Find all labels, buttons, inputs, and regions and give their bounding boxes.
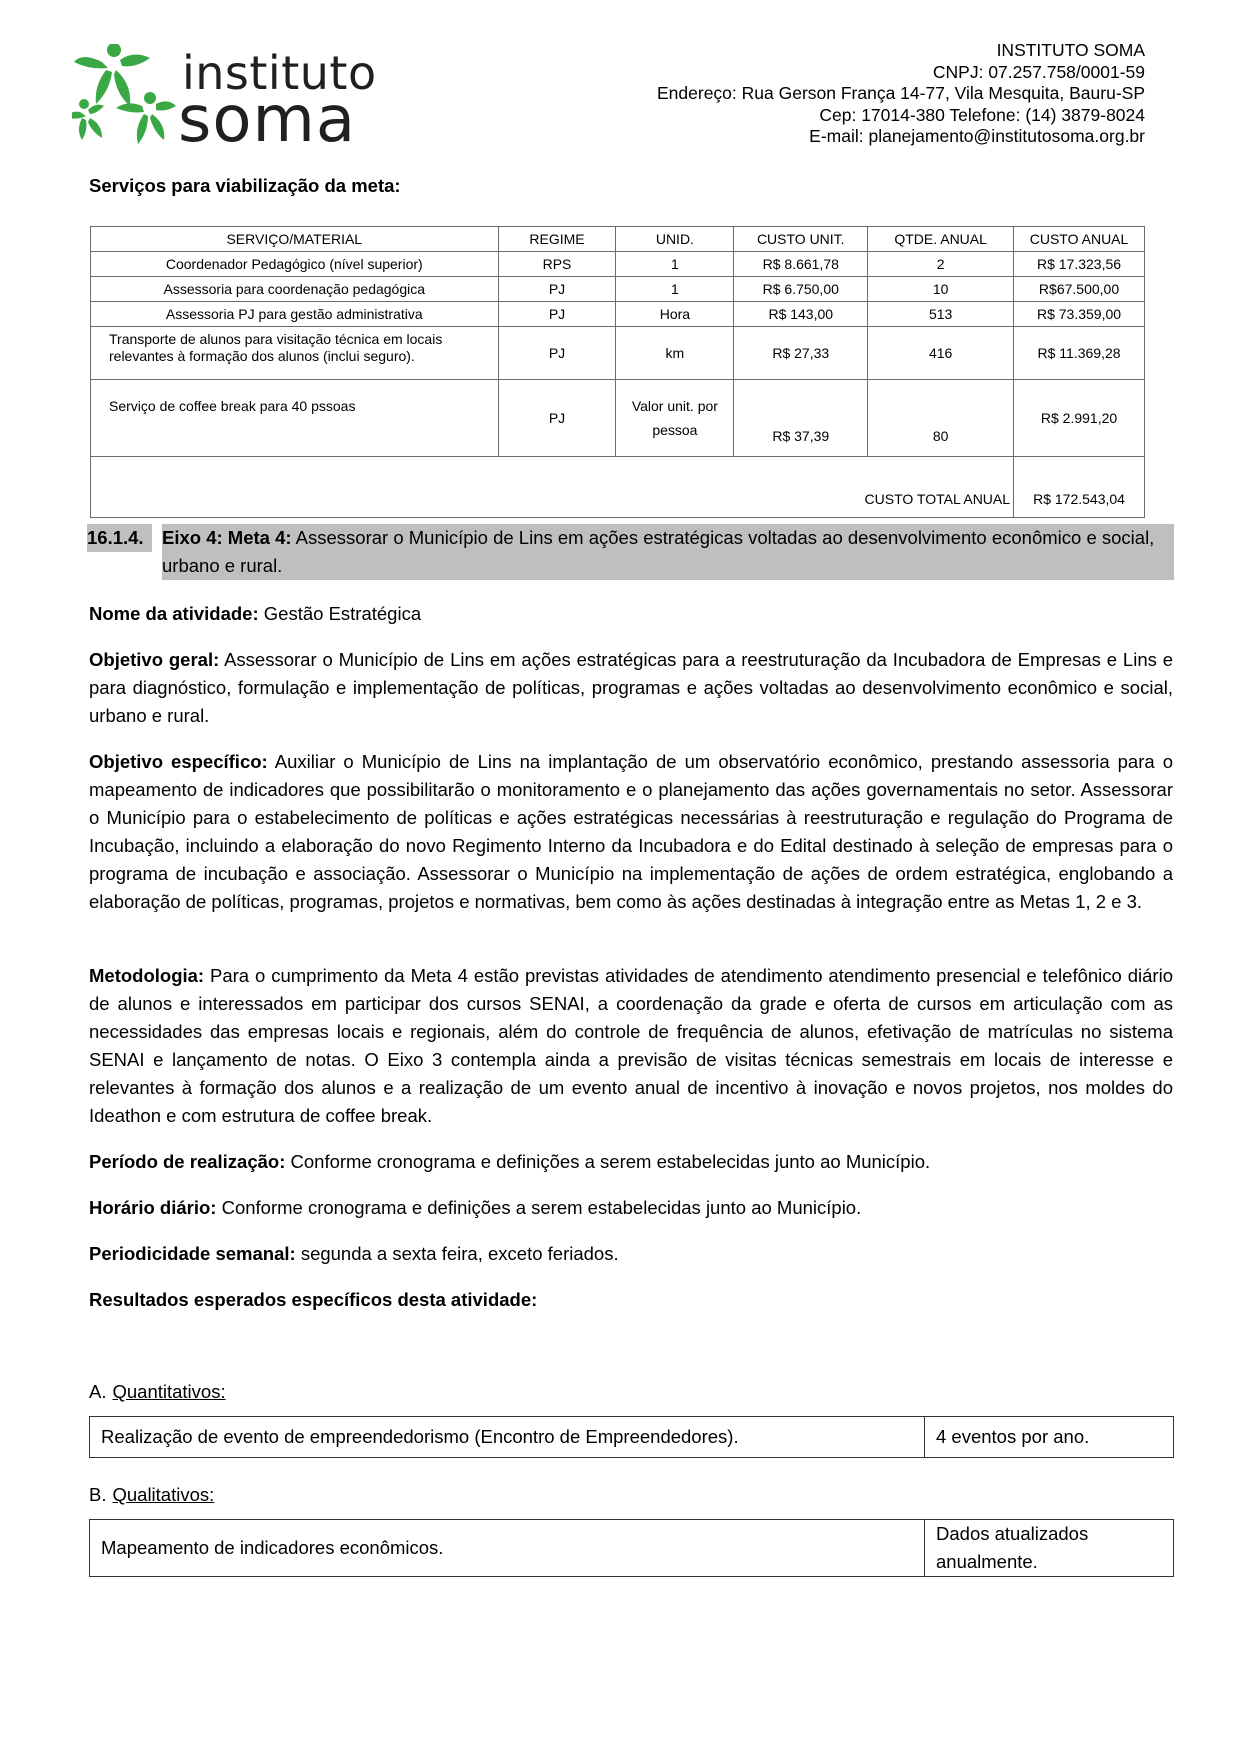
field-periodo: [89, 1148, 1173, 1176]
list-title: Quantitativos:: [112, 1381, 226, 1402]
total-value: R$ 172.543,04: [1014, 457, 1145, 518]
table-row: [91, 380, 1145, 457]
org-name: INSTITUTO SOMA: [996, 40, 1145, 60]
cell-regime: PJ: [498, 380, 616, 457]
cell-servico-line: relevantes à formação dos alunos (inclui seguro).: [109, 348, 415, 364]
section-number: 16.1.4.: [87, 524, 152, 552]
org-cep-phone: Cep: 17014-380 Telefone: (14) 3879-8024: [819, 104, 1145, 125]
cell-custo-unit: R$ 6.750,00: [734, 277, 868, 302]
cell-custo-anual: R$ 11.369,28: [1014, 327, 1145, 380]
cell-regime: PJ: [498, 302, 616, 327]
logo-text-soma: soma: [178, 83, 357, 157]
cell-unid: km: [616, 327, 734, 380]
table-row: [90, 1417, 1174, 1458]
cell-regime: PJ: [498, 277, 616, 302]
cell-servico: Assessoria PJ para gestão administrativa: [91, 302, 499, 327]
field-label: Resultados esperados específicos desta atividade:: [89, 1289, 538, 1310]
cell-servico: Assessoria para coordenação pedagógica: [91, 277, 499, 302]
services-cost-table: [90, 226, 1145, 518]
total-label: CUSTO TOTAL ANUAL: [91, 457, 1014, 518]
cell-custo-anual: R$ 17.323,56: [1014, 252, 1145, 277]
list-letter: B.: [89, 1484, 107, 1505]
cell-servico-line: Transporte de alunos para visitação técnica em locais: [109, 331, 443, 347]
field-value: Conforme cronograma e definições a serem estabelecidas junto ao Município.: [221, 1197, 862, 1218]
table-row: [90, 1520, 1174, 1577]
section-heading: [87, 524, 1174, 580]
field-label: Metodologia:: [89, 965, 205, 986]
result-value: 4 eventos por ano.: [925, 1417, 1174, 1458]
field-value: Assessorar o Município de Lins em ações estratégicas para a reestruturação da Incubadora de Empresas e Lins e para diagnóstico, formulação e implementação de políticas, programas e ações voltadas ao desenvolvimento econômico e social, urbano e rural.: [89, 649, 1174, 726]
section-heading-text: Assessorar o Município de Lins em ações estratégicas voltadas ao desenvolvimento econômico e social, urbano e rural.: [162, 527, 1155, 576]
quantitativos-table: [89, 1416, 1174, 1458]
field-label: Período de realização:: [89, 1151, 286, 1172]
logo-text-instituto: instituto: [182, 46, 377, 100]
section-heading-body: [162, 524, 1174, 580]
cell-custo-anual: R$ 73.359,00: [1014, 302, 1145, 327]
field-label: Objetivo geral:: [89, 649, 220, 670]
field-label: Nome da atividade:: [89, 603, 259, 624]
cell-regime: PJ: [498, 327, 616, 380]
table-total-row: [91, 457, 1145, 518]
cell-unid: 1: [616, 277, 734, 302]
table-header-row: [91, 227, 1145, 252]
col-header: UNID.: [616, 227, 734, 252]
organization-info: [657, 40, 1145, 148]
field-periodicidade: [89, 1240, 1173, 1268]
org-email: E-mail: planejamento@institutosoma.org.br: [809, 126, 1145, 146]
result-item: Mapeamento de indicadores econômicos.: [90, 1520, 925, 1577]
field-metodologia: [89, 962, 1173, 1130]
cell-servico: [91, 327, 499, 380]
cell-qtde: 513: [868, 302, 1014, 327]
field-label: Objetivo específico:: [89, 751, 268, 772]
cell-servico: Coordenador Pedagógico (nível superior): [91, 252, 499, 277]
field-horario: [89, 1194, 1173, 1222]
qualitativos-table: [89, 1519, 1174, 1577]
cell-qtde: 10: [868, 277, 1014, 302]
col-header: CUSTO UNIT.: [734, 227, 868, 252]
cell-qtde: 416: [868, 327, 1014, 380]
cell-custo-anual: R$67.500,00: [1014, 277, 1145, 302]
quantitativos-label: [89, 1381, 226, 1403]
result-value-line: anualmente.: [936, 1551, 1038, 1572]
leaf-people-icon: [72, 44, 177, 144]
col-header: REGIME: [498, 227, 616, 252]
table-row: [91, 327, 1145, 380]
services-section-title: Serviços para viabilização da meta:: [89, 175, 401, 196]
table-row: [91, 302, 1145, 327]
result-value-line: Dados atualizados: [936, 1523, 1089, 1544]
cell-custo-unit: R$ 8.661,78: [734, 252, 868, 277]
eixo-meta-label: Eixo 4: Meta 4:: [162, 527, 292, 548]
field-value: Gestão Estratégica: [263, 603, 422, 624]
table-row: [91, 277, 1145, 302]
org-cnpj: CNPJ: 07.257.758/0001-59: [932, 61, 1145, 82]
cell-unid-line: pessoa: [652, 422, 698, 438]
field-value: Auxiliar o Município de Lins na implantação de um observatório econômico, prestando assessoria para o mapeamento de indicadores que possibilitarão o monitoramento e o planejamento das ações governamentais no setor. Assessorar o Município para o estabelecimento de políticas e ações estratégicas necessárias à reestruturação e regulação do Programa de Incubação, incluindo a elaboração do novo Regimento Interno da Incubadora e do Edital destinado à seleção de empresas para o programa de incubação e associação. Assessorar o Município na implementação de ações de ordem estratégica, englobando a elaboração de políticas, programas, projetos e normativas, bem como às ações destinadas à integração entre as Metas 1, 2 e 3.: [89, 751, 1174, 912]
cell-unid-line: Valor unit. por: [631, 398, 718, 414]
field-value: Conforme cronograma e definições a serem estabelecidas junto ao Município.: [290, 1151, 931, 1172]
qualitativos-label: [89, 1484, 214, 1506]
field-label: Horário diário:: [89, 1197, 217, 1218]
cell-custo-unit: R$ 37,39: [734, 380, 868, 457]
cell-unid: 1: [616, 252, 734, 277]
field-label: Periodicidade semanal:: [89, 1243, 296, 1264]
result-item: Realização de evento de empreendedorismo (Encontro de Empreendedores).: [90, 1417, 925, 1458]
col-header: SERVIÇO/MATERIAL: [91, 227, 499, 252]
col-header: QTDE. ANUAL: [868, 227, 1014, 252]
institute-logo: [72, 44, 377, 157]
list-title: Qualitativos:: [112, 1484, 215, 1505]
col-header: CUSTO ANUAL: [1014, 227, 1145, 252]
field-nome-atividade: [89, 600, 1173, 628]
table-row: [91, 252, 1145, 277]
cell-servico: Serviço de coffee break para 40 pssoas: [91, 380, 499, 457]
field-value: segunda a sexta feira, exceto feriados.: [300, 1243, 619, 1264]
field-value: Para o cumprimento da Meta 4 estão previstas atividades de atendimento atendimento presencial e telefônico diário de alunos e interessados em participar dos cursos SENAI, a coordenação da grade e oferta de cursos em articulação com as necessidades das empresas locais e regionais, além do controle de frequência de alunos, efetivação de matrículas no sistema SENAI e lançamento de notas. O Eixo 3 contempla ainda a previsão de visitas técnicas semestrais em locais de interesse e relevantes à formação dos alunos e a realização de um evento anual de incentivo à inovação e novos projetos, nos moldes do Ideathon e com estrutura de coffee break.: [89, 965, 1173, 1126]
field-objetivo-geral: [89, 646, 1173, 730]
cell-custo-unit: R$ 143,00: [734, 302, 868, 327]
field-resultados: [89, 1286, 1173, 1314]
cell-unid: [616, 380, 734, 457]
cell-qtde: 2: [868, 252, 1014, 277]
cell-custo-unit: R$ 27,33: [734, 327, 868, 380]
org-address: Endereço: Rua Gerson França 14-77, Vila Mesquita, Bauru-SP: [657, 83, 1145, 103]
cell-unid: Hora: [616, 302, 734, 327]
list-letter: A.: [89, 1381, 107, 1402]
field-objetivo-especifico: [89, 748, 1173, 916]
cell-qtde: 80: [868, 380, 1014, 457]
cell-regime: RPS: [498, 252, 616, 277]
result-value: [925, 1520, 1174, 1577]
cell-custo-anual: R$ 2.991,20: [1014, 380, 1145, 457]
